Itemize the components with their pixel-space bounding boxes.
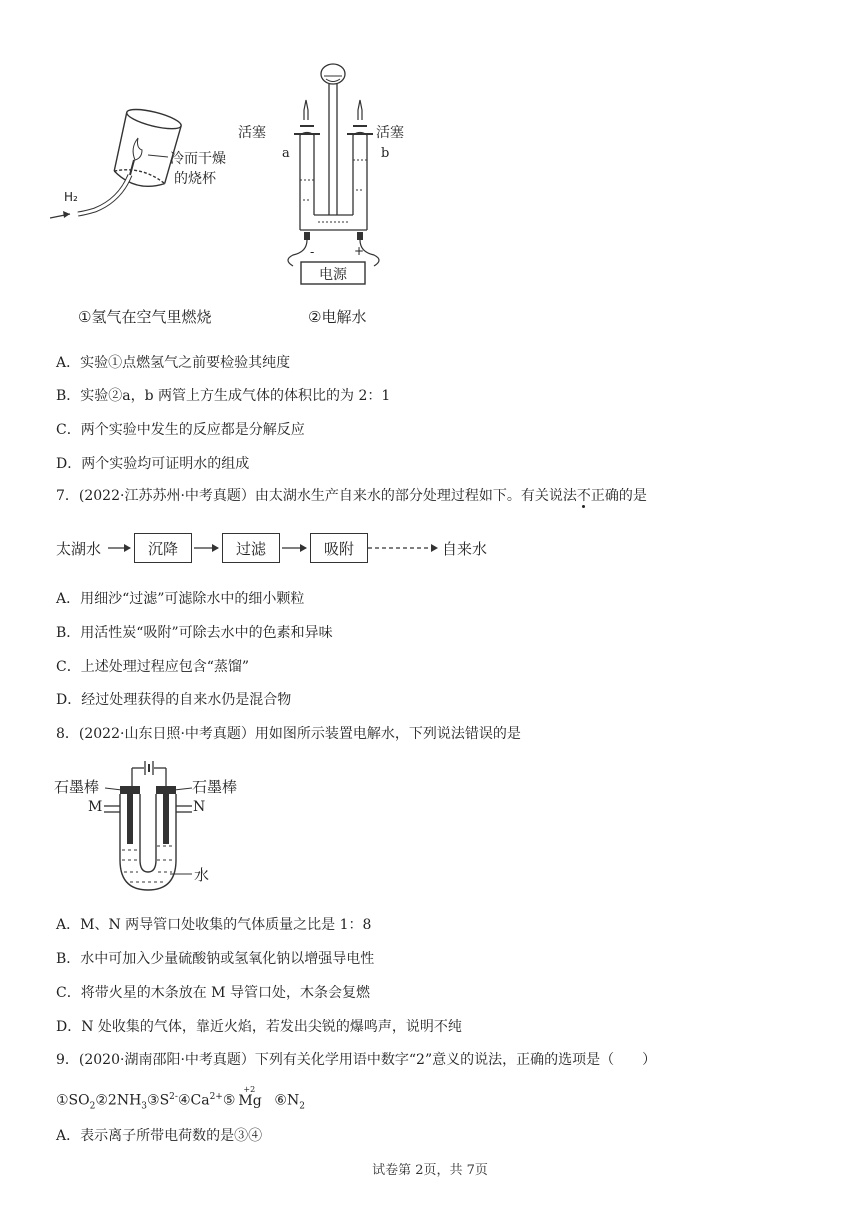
formula-2: ②2NH xyxy=(95,1092,142,1109)
figure-u-tube-electrolysis xyxy=(50,760,250,895)
q7-stem xyxy=(56,486,647,506)
flow-step-adsorption: 吸附 xyxy=(310,533,368,563)
fig2-caption: ②电解水 xyxy=(308,308,367,326)
q6-option-d: D．两个实验均可证明水的组成 xyxy=(56,456,250,472)
q8-option-a: A．M、N 两导管口处收集的气体质量之比是 1：8 xyxy=(56,917,372,933)
figure-electrolysis-apparatus xyxy=(238,60,418,285)
beaker-label-line1: 冷而干燥 xyxy=(170,151,226,167)
tube-b-label: b xyxy=(381,146,390,161)
water-label: 水 xyxy=(194,866,210,884)
flow-step-sedimentation: 沉降 xyxy=(134,533,192,563)
right-valve-label: 活塞 xyxy=(376,125,404,141)
formula-4: ④Ca xyxy=(177,1092,210,1109)
figure-hydrogen-burning xyxy=(50,100,250,295)
q8-option-b: B．水中可加入少量硫酸钠或氢氧化钠以增强导电性 xyxy=(56,951,375,967)
hydrogen-burning-diagram xyxy=(50,100,250,295)
right-electrode-label: 石墨棒 xyxy=(192,778,238,796)
plus-label: + xyxy=(354,244,365,258)
q6-option-a: A．实验①点燃氢气之前要检验其纯度 xyxy=(56,355,291,371)
flow-target: 自来水 xyxy=(442,540,488,558)
q9-stem: 9．(2020·湖南邵阳·中考真题）下列有关化学用语中数字“2”意义的说法，正确的选项是（ ） xyxy=(56,1052,657,1068)
q7-stem-emphasis: 不 xyxy=(576,488,591,504)
tube-a-label: a xyxy=(282,146,290,161)
fig1-caption: ①氢气在空气里燃烧 xyxy=(78,308,212,326)
h2-label: H₂ xyxy=(64,190,78,204)
n-outlet-label: N xyxy=(193,799,206,815)
q9-option-a: A．表示离子所带电荷数的是③④ xyxy=(56,1128,263,1144)
q7-option-c: C．上述处理过程应包含“蒸馏” xyxy=(56,659,250,675)
q7-option-b: B．用活性炭“吸附”可除去水中的色素和异味 xyxy=(56,625,333,641)
formula-3: ③S xyxy=(147,1092,170,1109)
beaker-label-line2: 的烧杯 xyxy=(174,171,216,187)
left-valve-label: 活塞 xyxy=(238,125,266,141)
q7-stem-before: 7．(2022·江苏苏州·中考真题）由太湖水生产自来水的部分处理过程如下。有关说法 xyxy=(56,488,577,504)
q7-stem-after: 正确的是 xyxy=(590,488,647,504)
q9-formulas xyxy=(56,1084,305,1117)
flow-arrows xyxy=(50,528,510,568)
power-supply-label: 电源 xyxy=(319,267,347,283)
formula-3-sup: 2- xyxy=(169,1092,178,1102)
formula-5-element: Mg xyxy=(238,1092,262,1109)
left-electrode-label: 石墨棒 xyxy=(54,778,100,796)
formula-1: ①SO xyxy=(56,1092,90,1109)
formula-6: ⑥N xyxy=(274,1092,300,1109)
q6-option-c: C．两个实验中发生的反应都是分解反应 xyxy=(56,422,305,438)
formula-2-sub: 3 xyxy=(141,1101,148,1112)
formula-5-valence-top: +2 xyxy=(243,1084,256,1094)
formula-5: ⑤ xyxy=(222,1092,236,1109)
formula-1-sub: 2 xyxy=(89,1101,96,1112)
q7-option-d: D．经过处理获得的自来水仍是混合物 xyxy=(56,692,292,708)
flow-source: 太湖水 xyxy=(56,540,102,558)
hofmann-apparatus-diagram xyxy=(238,60,418,285)
minus-label: - xyxy=(310,245,315,259)
q7-flow-diagram xyxy=(50,528,510,568)
flow-step-filtration: 过滤 xyxy=(222,533,280,563)
q8-stem: 8．(2022·山东日照·中考真题）用如图所示装置电解水，下列说法错误的是 xyxy=(56,726,521,742)
page-footer: 试卷第 2页，共 7页 xyxy=(372,1163,488,1178)
formula-4-sup: 2+ xyxy=(209,1092,223,1102)
formula-6-sub: 2 xyxy=(299,1101,305,1112)
formula-5-valence xyxy=(238,1084,262,1111)
q6-option-b: B．实验②a，b 两管上方生成气体的体积比的为 2：1 xyxy=(56,388,391,404)
q8-option-c: C．将带火星的木条放在 M 导管口处，木条会复燃 xyxy=(56,985,370,1001)
q8-option-d: D．N 处收集的气体，靠近火焰，若发出尖锐的爆鸣声，说明不纯 xyxy=(56,1019,462,1035)
m-outlet-label: M xyxy=(88,799,103,815)
q7-option-a: A．用细沙“过滤”可滤除水中的细小颗粒 xyxy=(56,591,305,607)
